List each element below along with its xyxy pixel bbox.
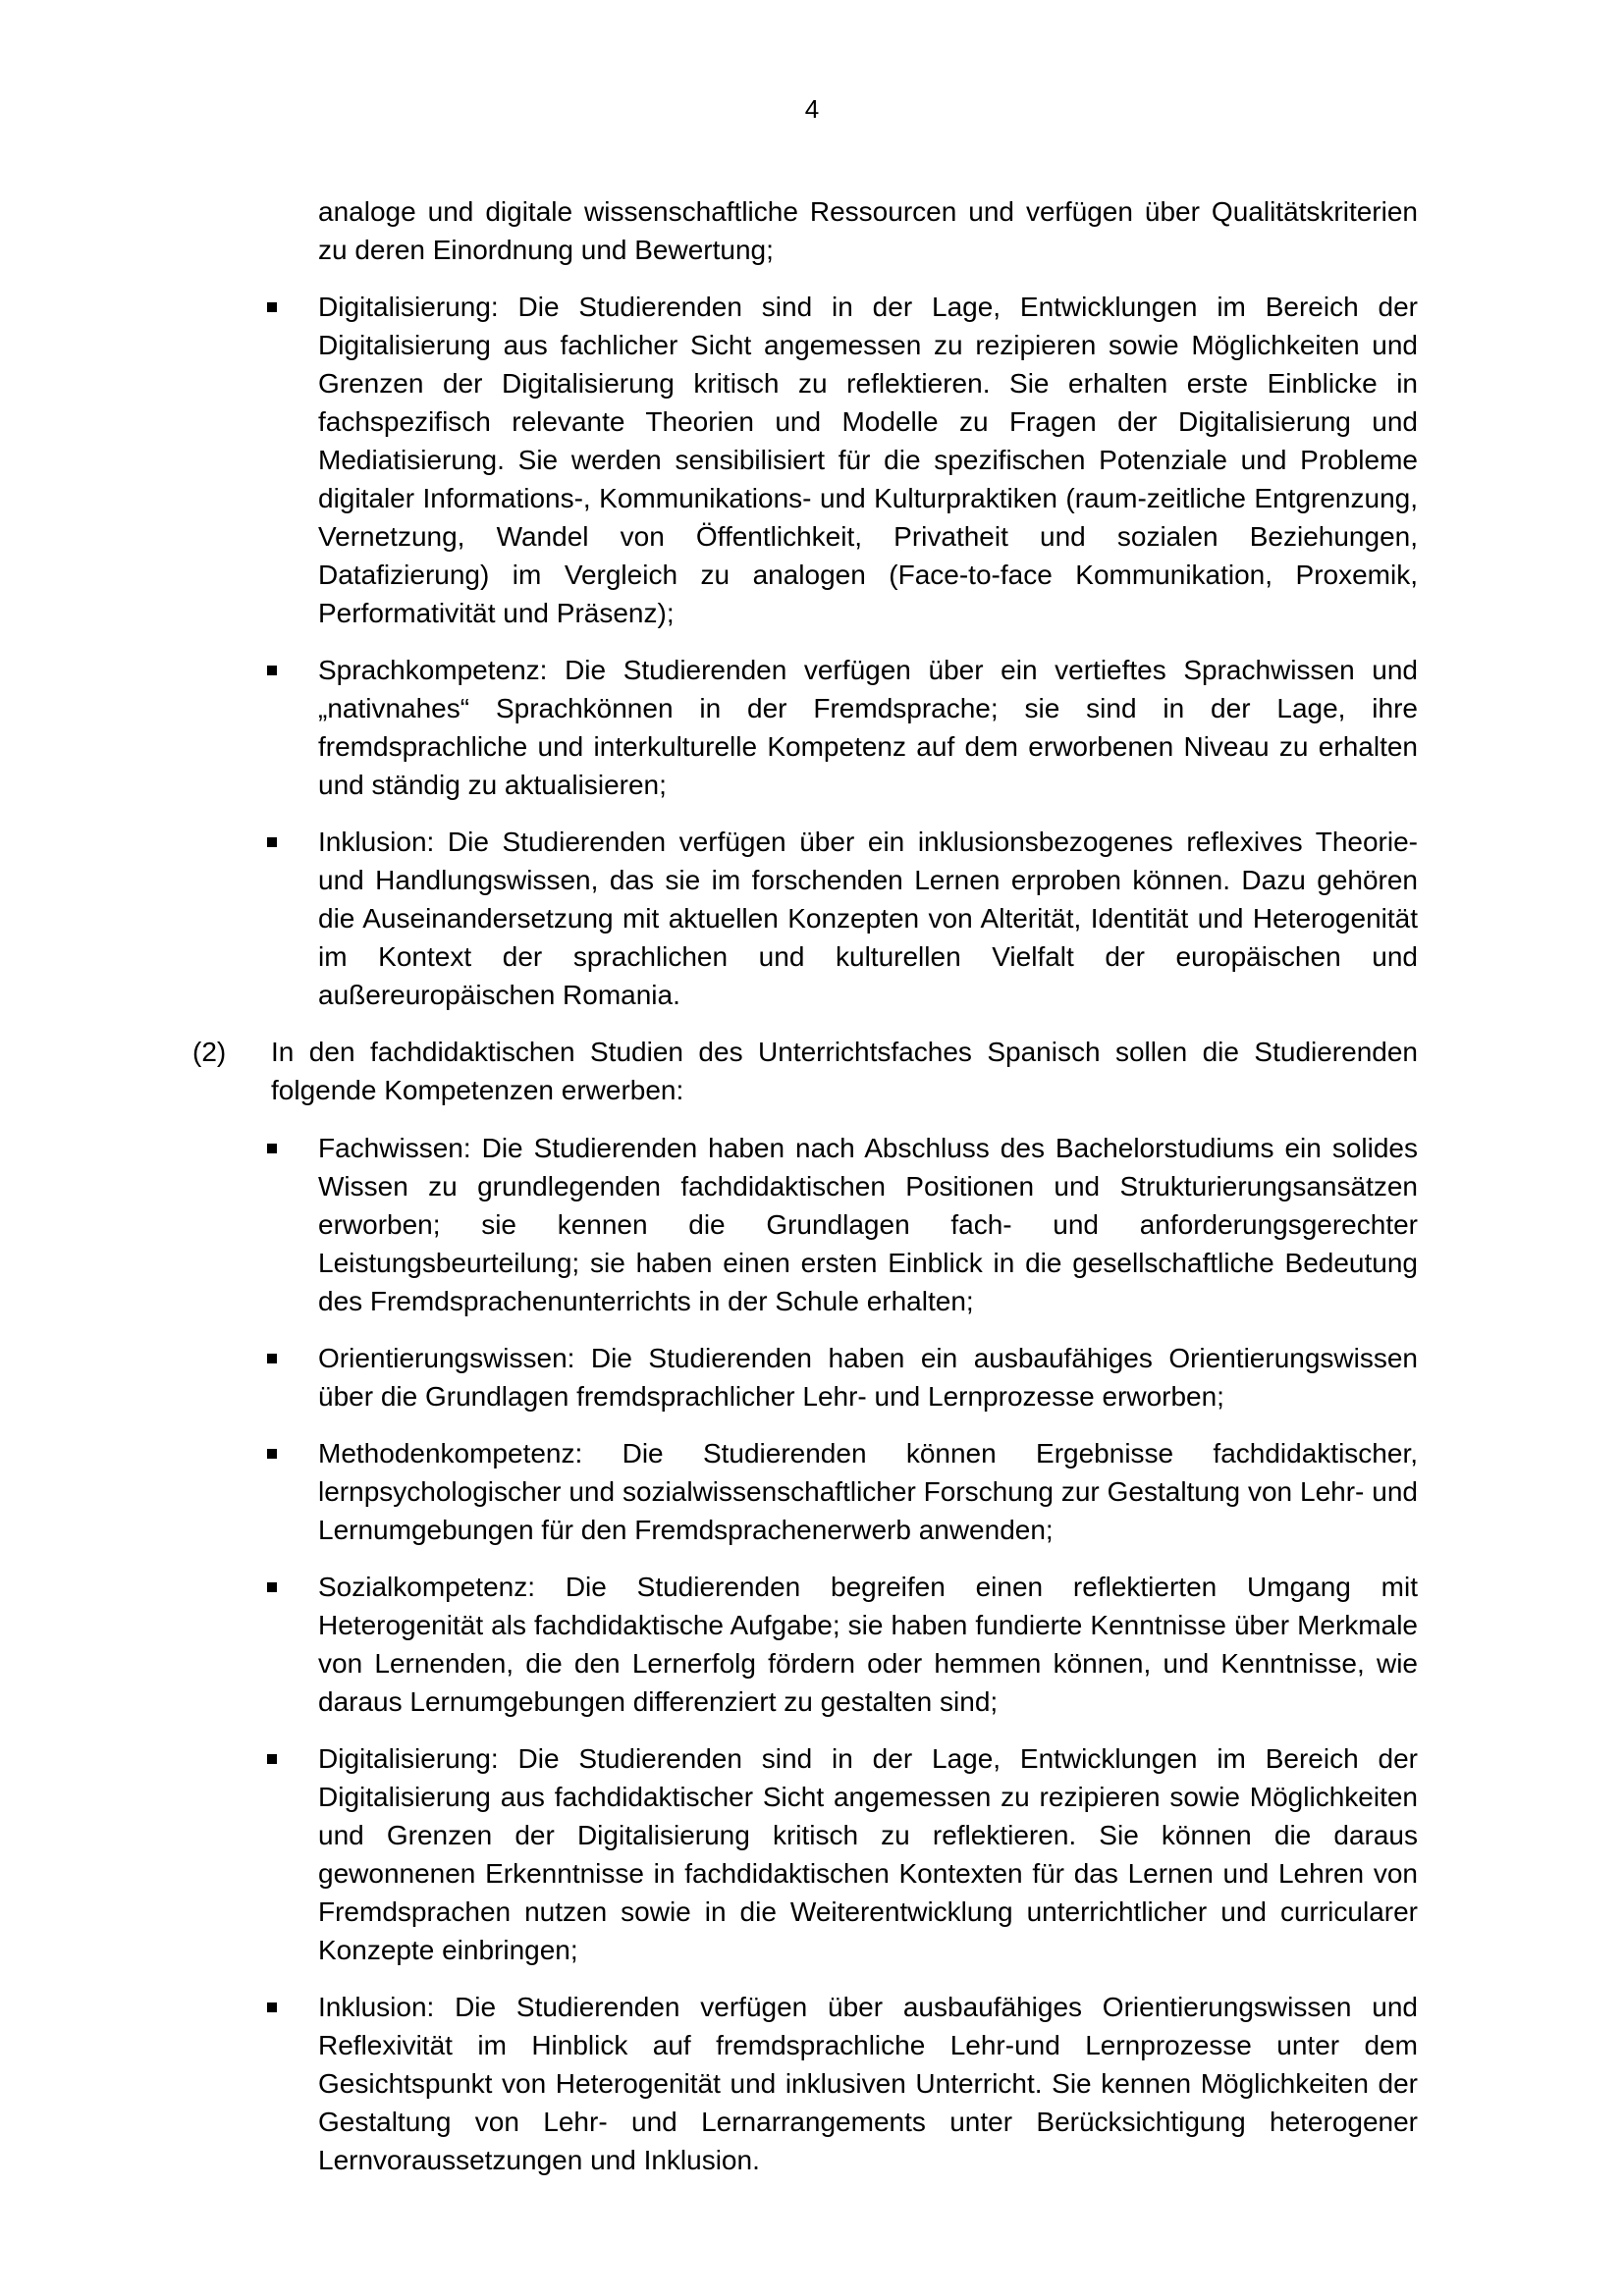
list-item-text: Methodenkompetenz: Die Studierenden können Ergebnisse fachdidaktischer, lernpsychologischer und sozialwissenschaftlicher Forschung zur Gestaltung von Lehr- und Lernumgebungen für den Fremdsprachenerwerb anwenden; <box>318 1438 1418 1545</box>
list-item-text: Inklusion: Die Studierenden verfügen über ausbaufähiges Orientierungswissen und Reflexivität im Hinblick auf fremdsprachliche Lehr-und Lernprozesse unter dem Gesichtspunkt von Heterogenität und inklusiven Unterricht. Sie kennen Möglichkeiten der Gestaltung von Lehr- und Lernarrangements unter Berücksichtigung heterogener Lernvoraussetzungen und Inklusion. <box>318 1992 1418 2175</box>
competence-list-1 <box>0 288 1624 1014</box>
list-item <box>0 1339 1418 1415</box>
bullet-icon <box>267 1582 277 1592</box>
section-2-paragraph <box>0 1033 1418 1109</box>
page-content <box>0 192 1624 2198</box>
competence-list-2 <box>0 1129 1624 2179</box>
bullet-icon <box>267 1144 277 1153</box>
list-item <box>0 1434 1418 1549</box>
page-number: 4 <box>804 94 820 124</box>
list-item <box>0 1988 1418 2179</box>
list-item-text: Sozialkompetenz: Die Studierenden begreifen einen reflektierten Umgang mit Heterogenität als fachdidaktische Aufgabe; sie haben fundierte Kenntnisse über Merkmale von Lernenden, die den Lernerfolg fördern oder hemmen können, und Kenntnisse, wie daraus Lernumgebungen differenziert zu gestalten sind; <box>318 1572 1418 1717</box>
bullet-icon <box>267 302 277 312</box>
bullet-icon <box>267 2002 277 2012</box>
list-item <box>0 651 1418 804</box>
list-item <box>0 823 1418 1014</box>
list-item <box>0 1568 1418 1721</box>
bullet-icon <box>267 1754 277 1764</box>
list-item <box>0 288 1418 632</box>
section-text: In den fachdidaktischen Studien des Unterrichtsfaches Spanisch sollen die Studierenden folgende Kompetenzen erwerben: <box>271 1037 1418 1105</box>
bullet-icon <box>267 1449 277 1459</box>
section-number: (2) <box>192 1037 227 1067</box>
bullet-icon <box>267 666 277 675</box>
bullet-icon <box>267 1354 277 1363</box>
list-item-text: Sprachkompetenz: Die Studierenden verfügen über ein vertieftes Sprachwissen und „nativnahes“ Sprachkönnen in der Fremdsprache; sie sind in der Lage, ihre fremdsprachliche und interkulturelle Kompetenz auf dem erworbenen Niveau zu erhalten und ständig zu aktualisieren; <box>318 655 1418 800</box>
list-item-text: Digitalisierung: Die Studierenden sind in der Lage, Entwicklungen im Bereich der Digitalisierung aus fachdidaktischer Sicht angemessen zu rezipieren sowie Möglichkeiten und Grenzen der Digitalisierung kritisch zu reflektieren. Sie können die daraus gewonnenen Erkenntnisse in fachdidaktischen Kontexten für das Lernen und Lehren von Fremdsprachen nutzen sowie in die Weiterentwicklung unterrichtlicher und curricularer Konzepte einbringen; <box>318 1743 1418 1965</box>
bullet-icon <box>267 837 277 847</box>
list-item <box>0 1739 1418 1969</box>
continuation-paragraph: analoge und digitale wissenschaftliche Ressourcen und verfügen über Qualitätskriterien zu deren Einordnung und Bewertung; <box>318 196 1418 265</box>
list-item <box>0 1129 1418 1320</box>
list-item-text: Fachwissen: Die Studierenden haben nach Abschluss des Bachelorstudiums ein solides Wissen zu grundlegenden fachdidaktischen Positionen und Strukturierungsansätzen erworben; sie kennen die Grundlagen fach- und anforderungsgerechter Leistungsbeurteilung; sie haben einen ersten Einblick in die gesellschaftliche Bedeutung des Fremdsprachenunterrichts in der Schule erhalten; <box>318 1133 1418 1316</box>
list-item-text: Orientierungswissen: Die Studierenden haben ein ausbaufähiges Orientierungswissen über die Grundlagen fremdsprachlicher Lehr- und Lernprozesse erworben; <box>318 1343 1418 1412</box>
list-item-text: Digitalisierung: Die Studierenden sind in der Lage, Entwicklungen im Bereich der Digitalisierung aus fachlicher Sicht angemessen zu rezipieren sowie Möglichkeiten und Grenzen der Digitalisierung kritisch zu reflektieren. Sie erhalten erste Einblicke in fachspezifisch relevante Theorien und Modelle zu Fragen der Digitalisierung und Mediatisierung. Sie werden sensibilisiert für die spezifischen Potenziale und Probleme digitaler Informations-, Kommunikations- und Kulturpraktiken (raum-zeitliche Entgrenzung, Vernetzung, Wandel von Öffentlichkeit, Privatheit und sozialen Beziehungen, Datafizierung) im Vergleich zu analogen (Face-to-face Kommunikation, Proxemik, Performativität und Präsenz); <box>318 292 1418 628</box>
list-item-text: Inklusion: Die Studierenden verfügen über ein inklusionsbezogenes reflexives Theorie- und Handlungswissen, das sie im forschenden Lernen erproben können. Dazu gehören die Auseinandersetzung mit aktuellen Konzepten von Alterität, Identität und Heterogenität im Kontext der sprachlichen und kulturellen Vielfalt der europäischen und außereuropäischen Romania. <box>318 827 1418 1010</box>
